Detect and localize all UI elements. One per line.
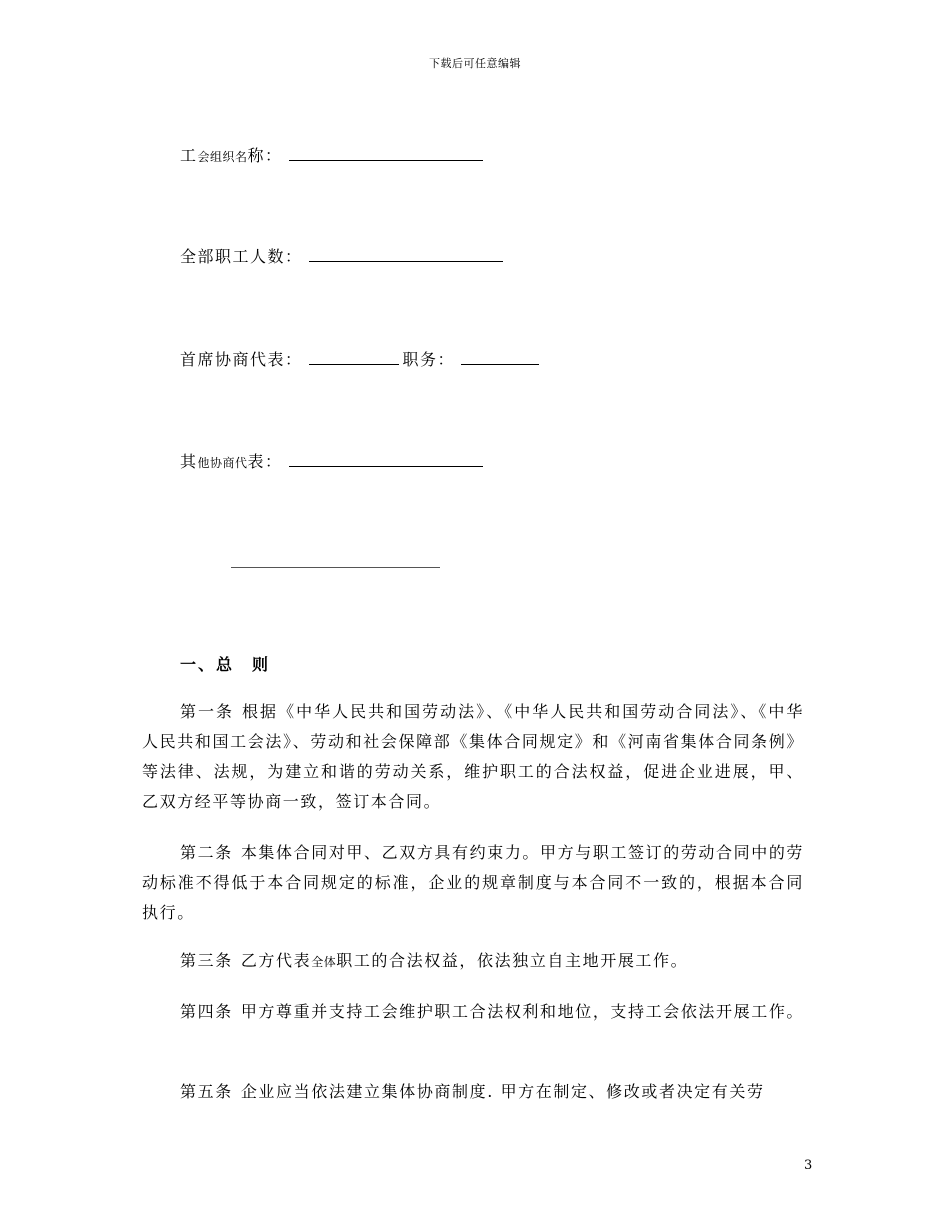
position-blank[interactable] xyxy=(461,350,539,365)
union-name-blank[interactable] xyxy=(289,146,483,161)
section-heading: 一、总 则 xyxy=(180,655,271,674)
page-number: 3 xyxy=(804,1158,813,1173)
separator-line xyxy=(231,567,440,568)
union-name-label: 工会组织名称： xyxy=(180,146,283,165)
chief-representative-field xyxy=(180,350,539,370)
article-1: 第一条 根据《中华人民共和国劳动法》、《中华人民共和国劳动合同法》、《中华人民共和国工会法》、劳动和社会保障部《集体合同规定》和《河南省集体合同条例》等法律、法规，为建立和谐的劳动关系，维护职工的合法权益，促进企业进展，甲、乙双方经平等协商一致，签订本合同。 xyxy=(142,702,804,811)
union-name-field xyxy=(180,146,483,167)
chief-representative-blank[interactable] xyxy=(309,350,399,365)
employee-count-blank[interactable] xyxy=(309,247,503,262)
other-representatives-blank[interactable] xyxy=(289,452,483,467)
page-header-note: 下载后可任意编辑 xyxy=(429,57,521,70)
article-3: 第三条 乙方代表全体职工的合法权益，依法独立自主地开展工作。 xyxy=(180,951,689,970)
other-representatives-label: 其他协商代表： xyxy=(180,452,283,471)
article-5: 第五条 企业应当依法建立集体协商制度. 甲方在制定、修改或者决定有关劳 xyxy=(180,1082,765,1101)
chief-representative-label: 首席协商代表： xyxy=(180,350,303,369)
other-representatives-field xyxy=(180,452,483,473)
employee-count-field xyxy=(180,247,503,267)
article-4: 第四条 甲方尊重并支持工会维护职工合法权利和地位，支持工会依法开展工作。 xyxy=(180,1002,805,1021)
article-2: 第二条 本集体合同对甲、乙双方具有约束力。甲方与职工签订的劳动合同中的劳动标准不得低于本合同规定的标准，企业的规章制度与本合同不一致的，根据本合同执行。 xyxy=(142,843,805,922)
position-label: 职务： xyxy=(402,350,456,369)
employee-count-label: 全部职工人数： xyxy=(180,247,303,266)
